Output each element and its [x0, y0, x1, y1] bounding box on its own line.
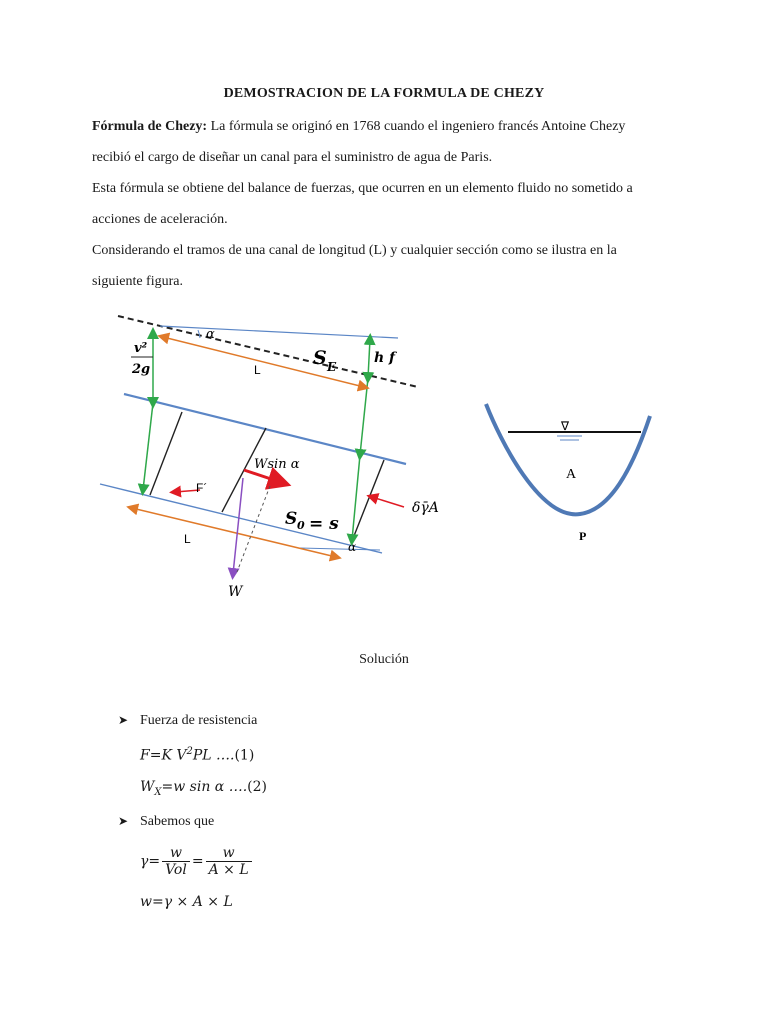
fraction-numerator: w: [206, 845, 252, 862]
bullet-item: [118, 814, 214, 830]
hf-label: h f: [374, 350, 396, 366]
bullet-label: Sabemos que: [140, 814, 215, 829]
depth-arrow: [143, 403, 153, 490]
arrow-bullet-icon: ➤: [118, 814, 129, 828]
fraction-denominator: Vol: [165, 862, 187, 878]
section-area-label: A: [566, 467, 577, 482]
equation-2: [140, 779, 267, 798]
bullet-item: [118, 713, 257, 729]
eq1-number: (1): [234, 747, 255, 764]
so-subscript: 0: [297, 519, 305, 532]
depth-arrow-right: [352, 455, 360, 540]
se-subscript: E: [327, 360, 337, 374]
horizontal-reference-line: [160, 326, 398, 338]
bullet-label: Fuerza de resistencia: [140, 713, 258, 728]
se-label: S: [313, 347, 327, 369]
eq1-rest: PL ….: [192, 747, 235, 764]
wsin-label: Wsin α: [254, 457, 300, 472]
nabla-symbol: ∇: [561, 419, 570, 433]
weight-label: W: [228, 584, 243, 600]
solution-heading: Solución: [359, 652, 409, 667]
fraction-denominator: A × L: [208, 862, 249, 878]
arrow-bullet-icon: ➤: [118, 713, 129, 727]
velocity-head-arrow-right: [360, 378, 368, 455]
section-perimeter-label: P: [579, 529, 587, 543]
equation-1: [140, 746, 254, 764]
so-equals-label: = s: [309, 514, 339, 534]
eq3-lhs: γ=: [140, 853, 161, 870]
alpha-bottom-label: α: [348, 540, 357, 554]
eq2-number: (2): [247, 779, 268, 795]
paragraph-line: recibió el cargo de diseñar un canal para el suministro de agua de Paris.: [92, 150, 493, 165]
section-line: [150, 412, 182, 495]
equation-3: [140, 845, 254, 878]
alpha-top-label: α: [206, 327, 215, 342]
paragraph-line: siguiente figura.: [92, 274, 183, 289]
page-title: DEMOSTRACION DE LA FORMULA DE CHEZY: [223, 86, 545, 101]
paragraph-line: acciones de aceleración.: [92, 212, 228, 227]
bold-label: Fórmula de Chezy:: [92, 119, 208, 134]
length-top-label: L: [254, 363, 261, 377]
length-arrow-bottom: [132, 508, 336, 557]
weight-dashed-line: [237, 486, 270, 572]
pressure-label: δγ̄A: [412, 500, 439, 516]
v2-label: v²: [134, 341, 148, 356]
eq1-main: F=K V: [140, 747, 187, 764]
fraction: [162, 845, 190, 878]
paragraph-line: Esta fórmula se obtiene del balance de fuerzas, que ocurren en un elemento fluido no sometido a: [92, 181, 633, 196]
section-line: [352, 460, 384, 541]
fraction: [206, 845, 252, 878]
2g-label: 2g: [132, 362, 151, 377]
so-label: S: [285, 509, 298, 529]
head-loss-arrow: [368, 339, 370, 378]
length-bottom-label: L: [184, 532, 191, 546]
eq2-rest: =w sin α ….: [161, 779, 248, 795]
eq1-exponent: 2: [186, 746, 193, 757]
friction-label: F´: [196, 481, 208, 495]
eq2-subscript: X: [154, 786, 162, 798]
pressure-force-arrow: [372, 497, 404, 507]
paragraph-line: Considerando el tramos de una canal de longitud (L) y cualquier sección como se ilustra en la: [92, 243, 617, 258]
fraction-numerator: w: [162, 845, 190, 862]
text: La fórmula se originó en 1768 cuando el ingeniero francés Antoine Chezy: [207, 119, 626, 134]
eq2-main: W: [140, 779, 155, 795]
equation-4: w=γ × A × L: [140, 894, 233, 910]
eq3-equals: =: [191, 853, 204, 870]
